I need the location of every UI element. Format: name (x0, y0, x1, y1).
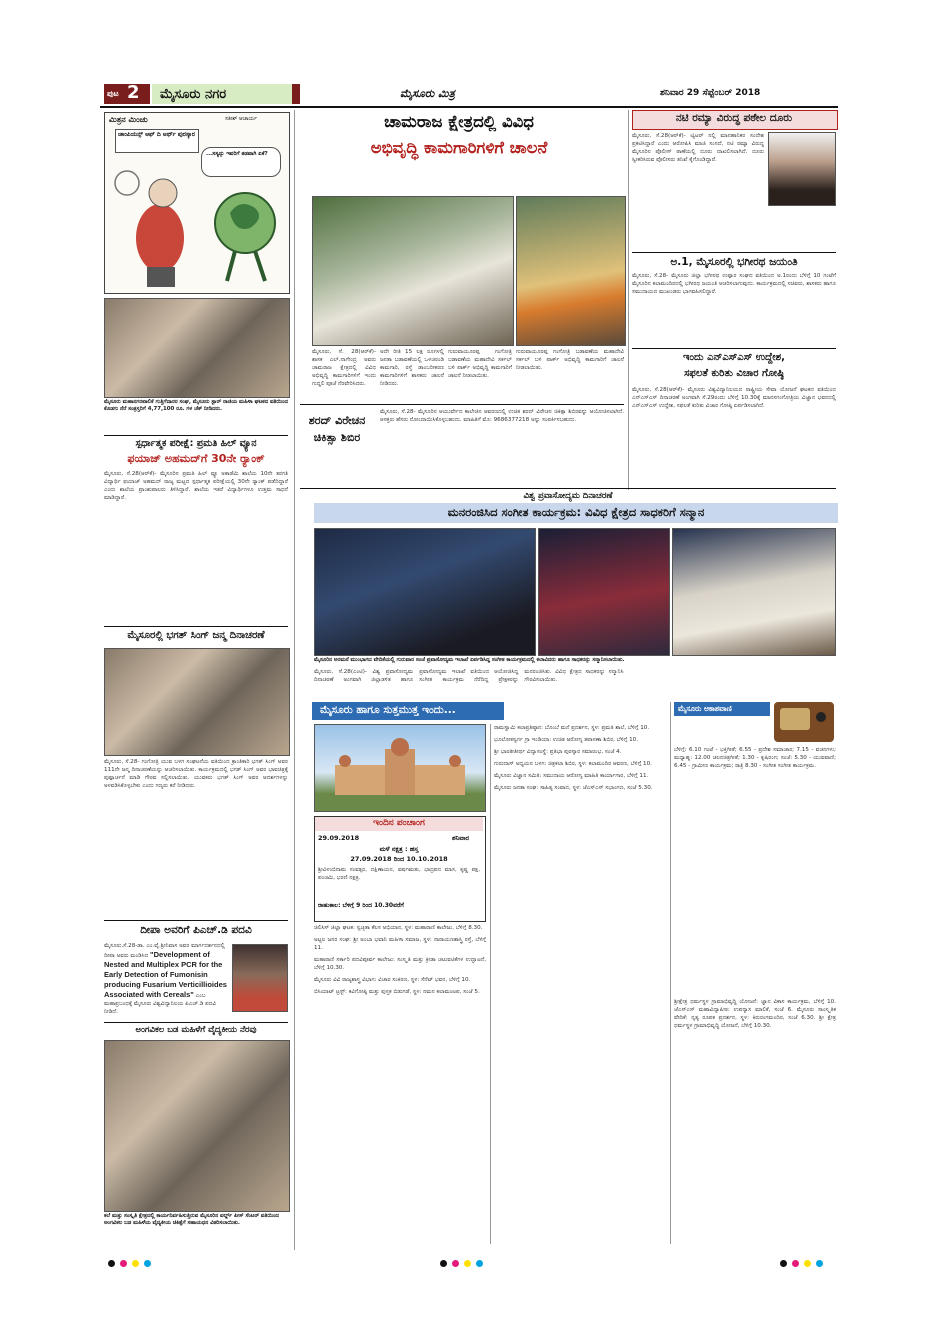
palace-photo (314, 724, 486, 812)
tourism-photo-2 (538, 528, 670, 656)
rank-body: ಮೈಸೂರು, ಸೆ.28(ಆರ್‌ಕೆ)- ಮೈಸೂರಿನ ಪ್ರಮತಿ ಹಿಲ್ ವ್ಯೂ ಅಕಾಡೆಮಿ ಶಾಲೆಯ 10ನೇ ತರಗತಿ ವಿದ್ಯಾರ್ಥಿ ಫಯಾಜ್ ಅಹಮದ್ ರಾಜ್ಯ ಮಟ್ಟದ ಸ್ಪರ್ಧಾತ್ಮಕ ಪರೀಕ್ಷೆಯಲ್ಲಿ 30ನೇ ರ್‍ಯಾಂಕ್ ಪಡೆದಿದ್ದಾರೆ ಎಂದು ಶಾಲೆಯ ಪ್ರಾಂಶುಪಾಲರು ತಿಳಿಸಿದ್ದಾರೆ. ಶಾಲೆಯ ಇತರೆ ವಿದ್ಯಾರ್ಥಿಗಳೂ ಉತ್ತಮ ಸಾಧನೆ ಮಾಡಿದ್ದಾರೆ. (104, 471, 288, 501)
cartoon-artist: ಸತೀಶ್ ಆಚಾರ್ಯ (225, 116, 258, 122)
bhagat-photo (104, 648, 290, 756)
tourism-body: ಮೈಸೂರು, ಸೆ.28(ಎಂಟಿ)- ವಿಶ್ವ ಪ್ರವಾಸೋದ್ಯಮ ದಿನಾಚರಣೆ ಅಂಗವಾಗಿ ಜಿಲ್ಲಾಡಳಿತ ಹಾಗೂ ಪ್ರವಾಸೋದ್ಯಮ ಇಲಾಖೆ ವತಿಯಿಂದ ಆಯೋಜಿಸಿದ್ದ ಸಂಗೀತ ಕಾರ್ಯಕ್ರಮ ನೆರೆದಿದ್ದ ಪ್ರೇಕ್ಷಕರನ್ನು ಮನರಂಜಿಸಿತು. ವಿವಿಧ ಕ್ಷೇತ್ರದ ಸಾಧಕರನ್ನು ಸನ್ಮಾನಿಸಿ ಗೌರವಿಸಲಾಯಿತು. (314, 669, 624, 683)
bhagat-rule (104, 626, 288, 627)
earth-legs (227, 251, 265, 281)
print-dot (452, 1260, 459, 1267)
event-item: ಭೂಲೋಕಸ್ವರ್ಗ ಗ್ರಾ ಇಂಡಿಯಾ: ಉಚಿತ ಆರೋಗ್ಯ ತಪಾಸಣಾ ಶಿಬಿರ, ಬೆಳಿಗ್ಗೆ 10. (494, 737, 638, 743)
printer-marks-centre (440, 1252, 488, 1271)
print-dot (816, 1260, 823, 1267)
rank-headline: ಫಯಾಜ್ ಅಹಮದ್‌ಗೆ 30ನೇ ರ್‍ಯಾಂಕ್ (127, 452, 265, 465)
tourism-headline: ಮನರಂಜಿಸಿದ ಸಂಗೀತ ಕಾರ್ಯಕ್ರಮ: ವಿವಿಧ ಕ್ಷೇತ್ರದ ಸಾಧಕರಿಗೆ ಸನ್ಮಾನ (447, 505, 705, 519)
event-item: ಶ್ರೀ ಭಾರತೀತೀರ್ಥ ವಿದ್ಯಾಸಂಸ್ಥೆ: ಪ್ರತಿಭಾ ಪುರಸ್ಕಾರ ಸಮಾರಂಭ, ಸಂಜೆ 4. (494, 749, 622, 755)
print-dot (476, 1260, 483, 1267)
bhagiratha-headline: ಅ.1, ಮೈಸೂರಲ್ಲಿ ಭಗೀರಥ ಜಯಂತಿ (670, 256, 798, 268)
panchanga-day: ಶನಿವಾರ (452, 834, 470, 842)
panchanga-details: ಶ್ರೀವಿಳಂಬಿನಾಮ ಸಂವತ್ಸರ, ದಕ್ಷಿಣಾಯನ, ವರ್ಷಋತು, ಭಾದ್ರಪದ ಮಾಸ, ಕೃಷ್ಣ ಪಕ್ಷ, ಪಂಚಮಿ, ಭರಣಿ ನಕ್ಷತ್ರ. (318, 867, 480, 881)
panchanga-range: 27.09.2018 ರಿಂದ 10.10.2018 (350, 855, 448, 863)
palace-dome-left (339, 755, 351, 767)
event-item: ಚಿಲಿಸಿಸ್ ಜಿಲ್ಲಾ ಘಟಕ: ಸ್ವಚ್ಛತಾ ಕೆಲಸ ಅಭಿಯಾನ, ಸ್ಥಳ: ಮಹಾರಾಣಿ ಕಾಲೇಜು, ಬೆಳಿಗ್ಗೆ 8.30. (314, 925, 483, 931)
radio-body: ಬೆಳಿಗ್ಗೆ: 6.10 ಗಂಟೆ - ಭಕ್ತಿಗೀತೆ; 6.55 - ಪ್ರದೇಶ ಸಮಾಚಾರ; 7.15 - ವಚನಗಳು; ಮಧ್ಯಾಹ್ನ: 12.00 ಚಲನಚಿತ್ರಗೀತೆ; 1.30 - ಕೃಷಿರಂಗ; ಸಂಜೆ: 5.30 - ಯುವವಾಣಿ; 6.45 - ಗ್ರಾಮೀಣ ಕಾರ್ಯಕ್ರಮ; ರಾತ್ರಿ 8.30 - ಸಂಗೀತ ಸಂಗೀತ ಕಾರ್ಯಕ್ರಮ. (674, 747, 836, 769)
print-dot (144, 1260, 151, 1267)
print-dot (132, 1260, 139, 1267)
ramya-headline: ನಟಿ ರಮ್ಯಾ ವಿರುದ್ಧ ಪಠೇಲ ದೂರು (675, 112, 793, 124)
palace-dome (391, 738, 409, 756)
cartoon-panel (104, 112, 290, 294)
radio-icon (774, 702, 834, 742)
event-item: ಮೈಸೂರು ವಿಜ್ಞಾನ ಸಮಿತಿ: ಸಮುದಾಯ ಆರೋಗ್ಯ ಮಾಹಿತಿ ಕಾರ್ಯಾಗಾರ, ಬೆಳಿಗ್ಗೆ 11. (494, 773, 649, 779)
paper-name: ಮೈಸೂರು ಮಿತ್ರ (400, 87, 455, 100)
left-column-divider (294, 110, 295, 1250)
nss-headline-1: ಇಂದು ಎನ್‌ಎಸ್‌ಎಸ್ ಉದ್ದೇಶ, (683, 352, 785, 363)
page-header (100, 82, 838, 102)
header-rule (100, 106, 838, 108)
page-label: ಪುಟ (107, 89, 119, 98)
lead-photo-2 (516, 196, 626, 346)
lead-headline-1: ಚಾಮರಾಜ ಕ್ಷೇತ್ರದಲ್ಲಿ ವಿವಿಧ (384, 112, 534, 131)
printer-marks-right (780, 1252, 828, 1271)
tourism-photo-1 (314, 528, 536, 656)
event-item: ಬಿಸಿಯಾಟ್ ಟ್ರಸ್ಟ್: ಕವಿಗೋಷ್ಠಿ ಮತ್ತು ಪುಸ್ತಕ ಬಿಡುಗಡೆ, ಸ್ಥಳ: ನಮನ ಕಲಾಮಂಟಪ, ಸಂಜೆ 5. (314, 989, 480, 995)
tourism-kicker: ವಿಶ್ವ ಪ್ರವಾಸೋದ್ಯಮ ದಿನಾಚರಣೆ (523, 491, 613, 501)
ramya-portrait (768, 132, 836, 206)
lead-photo-1 (312, 196, 514, 346)
rank-rule (104, 435, 288, 436)
nss-body: ಮೈಸೂರು, ಸೆ.28(ಆರ್‌ಕೆ)- ಮೈಸೂರು ವಿಶ್ವವಿದ್ಯಾನಿಲಯದ ರಾಷ್ಟ್ರೀಯ ಸೇವಾ ಯೋಜನೆ ಘಟಕದ ವತಿಯಿಂದ ಎನ್‌ಎಸ್‌ಎಸ್ ದಿನಾಚರಣೆ ಅಂಗವಾಗಿ ಸೆ.29ರಂದು ಬೆಳಿಗ್ಗೆ 10.30ಕ್ಕೆ ಮಾನಸಗಂಗೋತ್ರಿಯ ವಿಜ್ಞಾನ ಭವನದಲ್ಲಿ ಎನ್‌ಎಸ್‌ಎಸ್ ಉದ್ದೇಶ, ಸಫಲತೆ ಕುರಿತು ವಿಚಾರ ಗೋಷ್ಠಿ ಏರ್ಪಡಿಸಲಾಗಿದೆ. (632, 387, 836, 409)
contractors-caption: ಮೈಸೂರು ಮಹಾನಗರಪಾಲಿಕೆ ಗುತ್ತಿಗೆದಾರರ ಸಂಘ, ಮೈಸೂರು ಸ್ಟಾರ್ ರಾಜಿಯ ಮಹಿಳಾ ಘಟಕದ ವತಿಯಿಂದ ಕೊಡಗು ನೆರೆ ಸಂತ್ರಸ್ತರಿಗೆ 4,77,100 ರೂ. ಗಳ ಚೆಕ್ ನೀಡಿದರು. (104, 399, 288, 413)
figure-legs (147, 267, 175, 287)
bhagat-body: ಮೈಸೂರು, ಸೆ.28- ಗಂಗೋತ್ರಿ ಯುವ ಬಳಗ ಸಂಘಟನೆಯ ವತಿಯಿಂದ ಕ್ರಾಂತಿಕಾರಿ ಭಗತ್ ಸಿಂಗ್ ಅವರ 111ನೇ ಜನ್ಮ ದಿನಾಚರಣೆಯನ್ನು ಆಚರಿಸಲಾಯಿತು. ಕಾರ್ಯಕ್ರಮದಲ್ಲಿ ಭಗತ್ ಸಿಂಗ್ ಅವರ ಭಾವಚಿತ್ರಕ್ಕೆ ಪುಷ್ಪಾರ್ಚನೆ ಮಾಡಿ ಗೌರವ ಸಲ್ಲಿಸಲಾಯಿತು. ಯುವಕರು ಭಗತ್ ಸಿಂಗ್ ಅವರ ಆದರ್ಶಗಳನ್ನು ಅಳವಡಿಸಿಕೊಳ್ಳಬೇಕು ಎಂದು ಗಣ್ಯರು ಕರೆ ನೀಡಿದರು. (104, 759, 288, 789)
print-dot (804, 1260, 811, 1267)
event-item: ರಾಮಸ್ವಾಮಿ ಕಲಾಪ್ರತಿಷ್ಠಾನ: ಬೊಂಬೆ ಮನೆ ಪ್ರದರ್ಶನ, ಸ್ಥಳ: ಪ್ರಮತಿ ಶಾಲೆ, ಬೆಳಿಗ್ಗೆ 10. (494, 725, 650, 731)
print-dot (440, 1260, 447, 1267)
phd-body-suffix: ಎಂಬ ಮಹಾಪ್ರಬಂಧಕ್ಕೆ ಮೈಸೂರು ವಿಶ್ವವಿದ್ಯಾನಿಲಯ ಪಿಎಚ್.ಡಿ ಪದವಿ ನೀಡಿದೆ. (104, 993, 216, 1015)
phd-thesis-title: "Development of Nested and Multiplex PCR for the Early Detection of Fumonisin producing Fusarium Verticillioides Associated with Cereals" (104, 950, 227, 999)
lead-body-col4: ಗುರುವಾಯೂರಪ್ಪ ಗಂಗೋತ್ರಿ ಬಡಾವಣೆಯ ಮಹಾದೇವಿ ಸರ್ಕಲ್ ಬಳಿ ಪಾರ್ಕ್ ಅಭಿವೃದ್ಧಿ ಕಾಮಗಾರಿಗೆ ಚಾಲನೆ ನೀಡಲಾಯಿತು. (516, 349, 624, 371)
lead-body-col1: ಮೈಸೂರು, ಸೆ. 28(ಆರ್‌ಕೆ)- ಶಾಸಕ ಎಲ್.ನಾಗೇಂದ್ರ ಅವರು ಚಾಮರಾಜ ಕ್ಷೇತ್ರದಲ್ಲಿ ವಿವಿಧ ಅಭಿವೃದ್ಧಿ ಕಾಮಗಾರಿಗಳಿಗೆ ಇಂದು ಗುದ್ದಲಿ ಪೂಜೆ ನೆರವೇರಿಸಿದರು. (312, 349, 376, 387)
phd-body (104, 942, 228, 1020)
donation-photo (104, 1040, 290, 1212)
event-item: ಮೈಸೂರು ಜನತಾ ಸಂಘ: ಸಾಹಿತ್ಯ ಸಂವಾದ, ಸ್ಥಳ: ಜೆಎಸ್‌ಎಸ್ ಸಭಾಂಗಣ, ಸಂಜೆ 5.30. (494, 785, 653, 791)
panchanga-date: 29.09.2018 (318, 834, 360, 842)
events-col2 (494, 724, 666, 1244)
camp-rule (300, 404, 624, 405)
palace-drawing (315, 725, 485, 811)
section-title: ಮೈಸೂರು ನಗರ (160, 87, 227, 102)
bhagiratha-rule (632, 252, 836, 253)
event-item: ಅಟ್ಟಲ ಜನರ ಸಂಘ: ಶ್ರೀ ಅಂಬಾ ಭವಾನಿ ಮಹಿಳಾ ಸಮಾಜ, ಸ್ಥಳ: ನಾರಾಯಣಶಾಸ್ತ್ರಿ ರಸ್ತೆ, ಬೆಳಿಗ್ಗೆ 11. (314, 937, 486, 951)
issue-date: ಶನಿವಾರ 29 ಸೆಪ್ಟೆಂಬರ್ 2018 (660, 88, 761, 98)
event-item: ಮಹಾರಾಣಿ ಸರ್ಕಾರಿ ಪದವಿಪೂರ್ವ ಕಾಲೇಜು: ಸಂಸ್ಕೃತಿ ಮತ್ತು ಕ್ರೀಡಾ ಚಟುವಟಿಕೆಗಳ ಉದ್ಘಾಟನೆ, ಬೆಳಿಗ್ಗೆ 10.30. (314, 957, 486, 971)
event-item: ಮೈಸೂರು ವಿವಿ ರಾಜ್ಯಶಾಸ್ತ್ರ ವಿಭಾಗ: ವಿಚಾರ ಸಂಕಿರಣ, ಸ್ಥಳ: ಸೆನೆಟ್ ಭವನ, ಬೆಳಿಗ್ಗೆ 10. (314, 977, 471, 983)
rank-kicker: ಸ್ಪರ್ಧಾತ್ಮಕ ಪರೀಕ್ಷೆ: ಪ್ರಮತಿ ಹಿಲ್ ವ್ಯೂನ (135, 438, 257, 449)
radio-knob (816, 712, 826, 722)
figure-head (149, 179, 177, 207)
tourism-photo-3 (672, 528, 836, 656)
phd-headline: ದೀಪಾ ಅವರಿಗೆ ಪಿಎಚ್.ಡಿ ಪದವಿ (140, 924, 252, 936)
events-col3: ಶ್ರೀಕ್ಷೇತ್ರ ಧರ್ಮಸ್ಥಳ ಗ್ರಾಮಾಭಿವೃದ್ಧಿ ಯೋಜನೆ: ಜ್ಞಾನ ವಿಕಾಸ ಕಾರ್ಯಕ್ರಮ, ಬೆಳಿಗ್ಗೆ 10. ಜೆಎಸ್‌ಎಸ್ ಮಹಾವಿದ್ಯಾಪೀಠ: ಉಪನ್ಯಾಸ ಮಾಲಿಕೆ, ಸಂಜೆ 6. ಮೈಸೂರು ಸಾಂಸ್ಕೃತಿಕ ವೇದಿಕೆ: ನೃತ್ಯ ರೂಪಕ ಪ್ರದರ್ಶನ, ಸ್ಥಳ: ಕಿರುರಂಗಮಂದಿರ, ಸಂಜೆ 6.30. ಶ್ರೀ ಕ್ಷೇತ್ರ ಧರ್ಮಸ್ಥಳ ಗ್ರಾಮಾಭಿವೃದ್ಧಿ ಯೋಜನೆ, ಬೆಳಿಗ್ಗೆ 10.30. (674, 999, 836, 1029)
events-col1 (314, 924, 486, 1244)
lead-headline-2: ಅಭಿವೃದ್ಧಿ ಕಾಮಗಾರಿಗಳಿಗೆ ಚಾಲನೆ (370, 138, 548, 157)
bhagiratha-body: ಮೈಸೂರು, ಸೆ.28- ಮೈಸೂರು ಜಿಲ್ಲಾ ಭಗೀರಥ ಉಪ್ಪಾರ ಸಂಘದ ವತಿಯಿಂದ ಅ.1ರಂದು ಬೆಳಿಗ್ಗೆ 10 ಗಂಟೆಗೆ ಮೈಸೂರಿನ ಕಲಾಮಂದಿರದಲ್ಲಿ ಭಗೀರಥ ಜಯಂತಿ ಆಚರಿಸಲಾಗುವುದು. ಕಾರ್ಯಕ್ರಮದಲ್ಲಿ ಸಚಿವರು, ಶಾಸಕರು ಹಾಗೂ ಸಮುದಾಯದ ಮುಖಂಡರು ಭಾಗವಹಿಸಲಿದ್ದಾರೆ. (632, 273, 836, 295)
figure-body (136, 204, 184, 272)
donation-title: ಅಂಗವಿಕಲ ಬಡ ಮಹಿಳೆಗೆ ವೈದ್ಯಕೀಯ ನೆರವು (135, 1025, 257, 1035)
palace-dome-right (449, 755, 461, 767)
ramya-body: ಮೈಸೂರು, ಸೆ.28(ಆರ್‌ಕೆ)- ಟ್ವಿಟರ್ ನಲ್ಲಿ ಮಾನಹಾನಿಕರ ಸಂದೇಶ ಪ್ರಕಟಿಸಿದ್ದಾರೆ ಎಂದು ಆರೋಪಿಸಿ ಮಾಜಿ ಸಂಸದೆ, ನಟಿ ರಮ್ಯಾ ವಿರುದ್ಧ ಮೈಸೂರಿನ ಪೊಲೀಸ್ ಠಾಣೆಯಲ್ಲಿ ದೂರು ದಾಖಲಿಸಲಾಗಿದೆ. ದೂರು ಸ್ವೀಕರಿಸಿರುವ ಪೊಲೀಸರು ತನಿಖೆ ಕೈಗೊಂಡಿದ್ದಾರೆ. (632, 133, 764, 163)
print-dot (780, 1260, 787, 1267)
tourism-top-rule (300, 488, 836, 489)
right-column-divider (628, 110, 629, 490)
nss-headline-2: ಸಫಲತೆ ಕುರಿತು ವಿಚಾರ ಗೋಷ್ಠಿ (684, 368, 784, 379)
cartoon-title: ಮಿತ್ರನ ಮಿಂಚು (109, 115, 148, 124)
radio-speaker (780, 708, 810, 730)
donation-rule (104, 1022, 288, 1023)
camp-body: ಮೈಸೂರು, ಸೆ.28- ಮೈಸೂರಿನ ಆಯುರ್ವೇದ ಕಾಲೇಜಿನ ಆವರಣದಲ್ಲಿ ಉಚಿತ ಶರದ್ ವಿರೇಚನ ಚಿಕಿತ್ಸಾ ಶಿಬಿರವನ್ನು ಆಯೋಜಿಸಲಾಗಿದೆ. ಆಸಕ್ತರು ಹೆಸರು ನೋಂದಾಯಿಸಿಕೊಳ್ಳಬಹುದು. ಮಾಹಿತಿಗೆ ಮೊ: 9686377218 ಅನ್ನು ಸಂಪರ್ಕಿಸಬಹುದು. (380, 409, 624, 423)
event-item: ಗುರುದಾಸ್ ಅಧ್ಯಯನ ಬಳಗ: ಚಿತ್ರಕಲಾ ಶಿಬಿರ, ಸ್ಥಳ: ಕಲಾಮಂದಿರ ಆವರಣ, ಬೆಳಿಗ್ಗೆ 10. (494, 761, 652, 767)
page-number: 2 (127, 82, 140, 103)
cartoon-drawing (105, 163, 289, 293)
camp-headline: ಶರದ್ ವಿರೇಚನ ಚಿಕಿತ್ಸಾ ಶಿಬಿರ (308, 414, 366, 444)
phd-rule (104, 920, 288, 921)
donation-caption: ಕಲೆ ಮತ್ತು ಸಂಸ್ಕೃತಿ ಕ್ಷೇತ್ರದಲ್ಲಿ ಕಾರ್ಯನಿರ್ವಹಿಸುತ್ತಿರುವ ಮೈಸೂರಿನ ವರ್ಲ್ಡ್ ಪೀಸ್ ಸೆಂಟರ್ ವತಿಯಿಂದ ಅಂಗವಿಕಲ ಬಡ ಮಹಿಳೆಯ ವೈದ್ಯಕೀಯ ಚಿಕಿತ್ಸೆಗೆ ಸಹಾಯಧನ ವಿತರಿಸಲಾಯಿತು. (104, 1213, 279, 1227)
cartoon-banner: ಚಾಂಪಿಯನ್ಸ್ ಆಫ್ ದಿ ಅರ್ಥ್ ಪುರಸ್ಕಾರ (118, 131, 195, 138)
cartoon-bubble: ...ಸಸ್ಯನ್ನು ಇವರಿಗೆ ತಡವಾಗಿ ಏಕೆ? (206, 151, 268, 157)
events-divider-2 (670, 702, 671, 1244)
contractors-photo (104, 298, 290, 398)
un-emblem-icon (115, 171, 139, 195)
bhagat-headline: ಮೈಸೂರಲ್ಲಿ ಭಗತ್ ಸಿಂಗ್ ಜನ್ಮ ದಿನಾಚರಣೆ (127, 630, 265, 641)
tourism-caption: ಮೈಸೂರಿನ ಅರಮನೆ ಮುಂಭಾಗದ ವೇದಿಕೆಯಲ್ಲಿ ಗುರುವಾರ ಸಂಜೆ ಪ್ರವಾಸೋದ್ಯಮ ಇಲಾಖೆ ಏರ್ಪಡಿಸಿದ್ದ ಸಂಗೀತ ಕಾರ್ಯಕ್ರಮದಲ್ಲಿ ಕಲಾವಿದರು ಹಾಗೂ ಸಾಧಕರನ್ನು ಸನ್ಮಾನಿಸಲಾಯಿತು. (314, 657, 625, 663)
print-dot (108, 1260, 115, 1267)
panchanga-star: ಮಳೆ ನಕ್ಷತ್ರ : ಹಸ್ತ (379, 845, 419, 853)
print-dot (464, 1260, 471, 1267)
nss-rule (632, 348, 836, 349)
printer-marks-left (108, 1252, 156, 1271)
today-banner: ಮೈಸೂರು ಹಾಗೂ ಸುತ್ತಮುತ್ತ ಇಂದು... (320, 704, 456, 716)
lead-body-col3: ಗುರುವಾಯೂರಪ್ಪ ಗಂಗೋತ್ರಿ ಬಡಾವಣೆಯ ಮಹಾದೇವಿ ಸರ್ಕಲ್ ಬಳಿ ಪಾರ್ಕ್ ಅಭಿವೃದ್ಧಿ ಕಾಮಗಾರಿಗೆ ಚಾಲನೆ ನೀಡಲಾಯಿತು. (448, 349, 512, 379)
radio-title: ಮೈಸೂರು ಆಕಾಶವಾಣಿ (678, 704, 732, 713)
phd-body-prefix: ಮೈಸೂರು,ಸೆ.28-ಡಾ. ಎಂ.ವೈ.ಶ್ರೀನಿವಾಸ ಅವರ ಮಾರ್ಗದರ್ಶನದಲ್ಲಿ ದೀಪಾ ಅವರು ಮಂಡಿಸಿದ (104, 943, 225, 959)
print-dot (120, 1260, 127, 1267)
deepa-portrait (232, 944, 288, 1012)
panchanga-title: ಇಂದಿನ ಪಂಚಾಂಗ (373, 818, 425, 828)
print-dot (792, 1260, 799, 1267)
events-divider-1 (490, 724, 491, 1244)
rahukala: ರಾಹುಕಾಲ: ಬೆಳಿಗ್ಗೆ 9 ರಿಂದ 10.30ವರೆಗೆ (318, 902, 404, 909)
lead-body-col2: ಅದೇ ರೀತಿ 15 ಲಕ್ಷ ರೂಗಳಲ್ಲಿ ಜನತಾ ಬಡಾವಣೆಯಲ್ಲಿ ಒಳಚರಂಡಿ ಕಾಮಗಾರಿ, ರಸ್ತೆ ಡಾಂಬರೀಕರಣ ಕಾಮಗಾರಿಗಳಿಗೆ ಶಾಸಕರು ಚಾಲನೆ ನೀಡಿದರು. (380, 349, 444, 387)
